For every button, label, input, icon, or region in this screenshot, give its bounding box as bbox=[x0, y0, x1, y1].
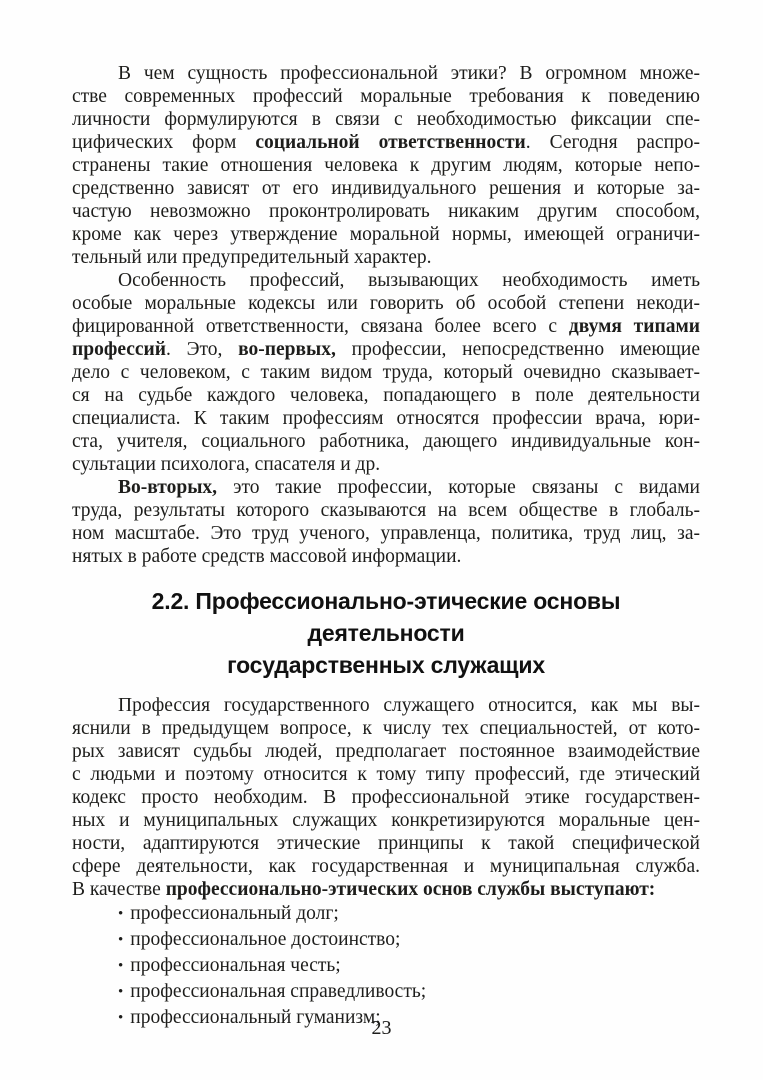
text-segment: ном масштабе. Это труд ученого, управленца, политика, труд лиц, за- bbox=[72, 523, 700, 544]
text-line bbox=[72, 499, 700, 522]
bold-text-segment: социальной ответственности bbox=[255, 132, 526, 153]
text-segment: стве современных профессий моральные требования к поведению bbox=[72, 86, 700, 107]
text-line bbox=[72, 430, 700, 453]
text-segment: специалиста. К таким профессиям относятся профессии врача, юри- bbox=[72, 408, 700, 429]
page-number: 23 bbox=[371, 1017, 392, 1039]
text-line bbox=[72, 384, 700, 407]
text-segment: ся на судьбе каждого человека, попадающего в поле деятельности bbox=[72, 385, 700, 406]
text-line bbox=[72, 62, 700, 85]
text-segment: Профессия государственного служащего относится, как мы вы- bbox=[118, 695, 700, 716]
bullet-icon: • bbox=[118, 958, 124, 974]
text-line bbox=[72, 694, 700, 717]
list-item-text: профессиональная справедливость; bbox=[130, 981, 427, 1002]
text-segment: личности формулируются в связи с необходимостью фиксации спе- bbox=[72, 109, 700, 130]
text-segment: В чем сущность профессиональной этики? В огромном множе- bbox=[118, 63, 700, 84]
paragraph bbox=[72, 269, 700, 476]
text-line bbox=[72, 246, 700, 269]
text-line bbox=[72, 453, 700, 476]
text-line bbox=[72, 740, 700, 763]
text-line bbox=[72, 763, 700, 786]
text-line bbox=[72, 476, 700, 499]
text-segment: ности, адаптируются этические принципы к такой специфической bbox=[72, 833, 700, 854]
paragraph bbox=[72, 476, 700, 568]
text-segment: цифических форм bbox=[72, 132, 256, 153]
list-item bbox=[72, 979, 700, 1005]
list-item-text: профессиональный долг; bbox=[130, 903, 339, 924]
text-line bbox=[72, 832, 700, 855]
paragraph bbox=[72, 62, 700, 269]
list-item-text: профессиональная честь; bbox=[130, 955, 341, 976]
text-segment: с людьми и поэтому относится к тому типу профессий, где этический bbox=[72, 764, 700, 785]
text-segment: дело с человеком, с таким видом труда, который очевидно сказывает- bbox=[72, 362, 700, 383]
bullet-icon: • bbox=[118, 932, 124, 948]
text-line bbox=[72, 717, 700, 740]
text-segment: Особенность профессий, вызывающих необходимость иметь bbox=[118, 270, 700, 291]
text-segment: нятых в работе средств массовой информации. bbox=[72, 546, 462, 567]
text-segment: странены такие отношения человека к другим людям, которые непо- bbox=[72, 155, 700, 176]
text-line bbox=[72, 878, 700, 901]
text-line bbox=[72, 855, 700, 878]
text-segment: . Это, bbox=[166, 339, 239, 360]
text-line bbox=[72, 200, 700, 223]
text-segment: тельный или предупредительный характер. bbox=[72, 247, 432, 268]
bullet-list bbox=[72, 901, 700, 1031]
list-item-text: профессиональное достоинство; bbox=[130, 929, 401, 950]
page-footer bbox=[0, 1016, 763, 1040]
text-segment: сультации психолога, спасателя и др. bbox=[72, 454, 381, 475]
heading-line: 2.2. Профессионально-этические основы деятельности bbox=[151, 588, 621, 646]
bold-text-segment: во-первых, bbox=[238, 339, 336, 360]
text-segment: кодекс просто необходим. В профессиональной этике государствен- bbox=[72, 787, 700, 808]
text-segment: средственно зависят от его индивидуального решения и которые за- bbox=[72, 178, 700, 199]
text-segment: В качестве bbox=[72, 879, 166, 900]
bold-text-segment: Во-вторых, bbox=[118, 477, 218, 498]
text-segment: особые моральные кодексы или говорить об особой степени некоди- bbox=[72, 293, 700, 314]
text-line bbox=[72, 223, 700, 246]
text-line bbox=[72, 522, 700, 545]
text-line bbox=[72, 154, 700, 177]
text-segment: . Сегодня распро- bbox=[525, 132, 700, 153]
text-line bbox=[72, 786, 700, 809]
bold-text-segment: двумя типами bbox=[568, 316, 700, 337]
text-segment: яснили в предыдущем вопросе, к числу тех специальностей, от кото- bbox=[72, 718, 700, 739]
text-line bbox=[72, 292, 700, 315]
text-line bbox=[72, 131, 700, 154]
text-line bbox=[72, 315, 700, 338]
text-segment: это такие профессии, которые связаны с видами bbox=[217, 477, 700, 498]
document-body bbox=[72, 62, 700, 1031]
text-line bbox=[72, 269, 700, 292]
list-item bbox=[72, 901, 700, 927]
text-line bbox=[72, 809, 700, 832]
text-line bbox=[72, 177, 700, 200]
section-heading bbox=[72, 585, 700, 681]
paragraph bbox=[72, 694, 700, 901]
bold-text-segment: профессий bbox=[72, 339, 166, 360]
list-item bbox=[72, 927, 700, 953]
text-segment: профессии, непосредственно имеющие bbox=[335, 339, 701, 360]
text-segment: кроме как через утверждение моральной нормы, имеющей ограничи- bbox=[72, 224, 700, 245]
text-segment: сфере деятельности, как государственная и муниципальная служба. bbox=[72, 856, 700, 877]
bullet-icon: • bbox=[118, 1010, 124, 1026]
heading-line: государственных служащих bbox=[227, 652, 545, 678]
text-line bbox=[72, 545, 700, 568]
text-line bbox=[72, 108, 700, 131]
text-segment: фицированной ответственности, связана более всего с bbox=[72, 316, 569, 337]
bold-text-segment: профессионально-этических основ службы выступают: bbox=[165, 879, 656, 900]
text-segment: ных и муниципальных служащих конкретизируются моральные цен- bbox=[72, 810, 700, 831]
text-line bbox=[72, 85, 700, 108]
list-item bbox=[72, 953, 700, 979]
bullet-icon: • bbox=[118, 906, 124, 922]
text-segment: труда, результаты которого сказываются на всем обществе в глобаль- bbox=[72, 500, 700, 521]
list-item-text: профессиональный гуманизм; bbox=[130, 1007, 381, 1028]
text-line bbox=[72, 407, 700, 430]
bullet-icon: • bbox=[118, 984, 124, 1000]
text-segment: ста, учителя, социального работника, дающего индивидуальные кон- bbox=[72, 431, 700, 452]
text-line bbox=[72, 361, 700, 384]
text-line bbox=[72, 338, 700, 361]
text-segment: частую невозможно проконтролировать никаким другим способом, bbox=[72, 201, 700, 222]
text-segment: рых зависят судьбы людей, предполагает постоянное взаимодействие bbox=[72, 741, 700, 762]
